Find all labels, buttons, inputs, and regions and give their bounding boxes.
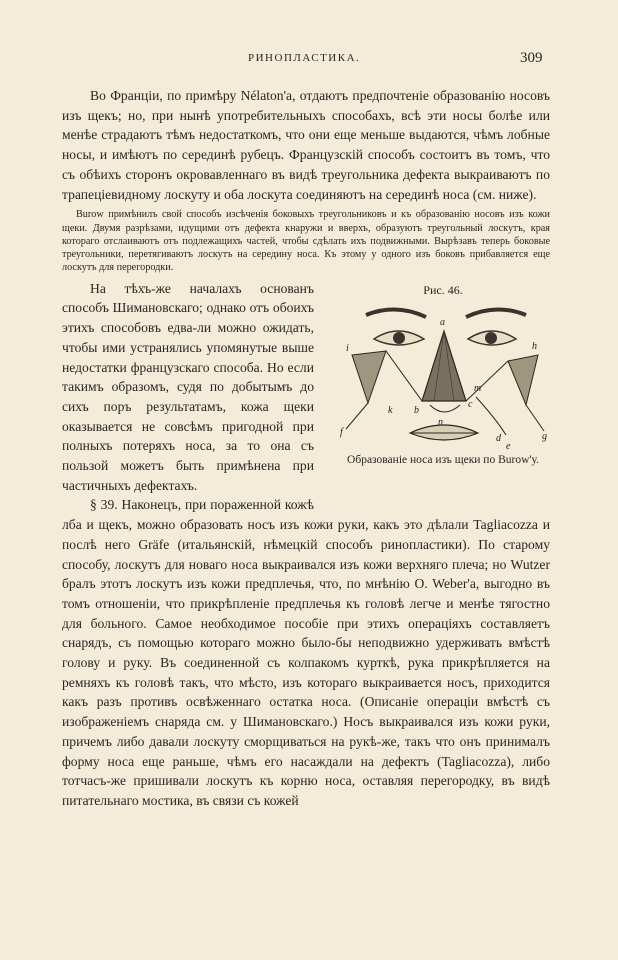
svg-text:c: c	[468, 398, 473, 410]
svg-text:k: k	[388, 404, 393, 416]
paragraph-france: Во Франціи, по примѣру Nélaton'а, отдаютъ предпочтеніе образованію носовъ изъ щекъ; но, при нынѣ употребительныхъ способахъ, всѣ эти носы болѣе или менѣе страдаютъ тѣмъ недостаткомъ, что они еще меньше выдаются, чѣмъ лобные носы, и имѣютъ по серединѣ рубецъ. Французскій способъ состоитъ въ томъ, что съ обѣихъ сторонъ окровавленнаго въ видѣ треугольника дефекта выкраиваютъ по трапеціевидному лоскуту и оба лоскута соединяютъ на серединѣ носа (см. ниже).	[62, 88, 550, 202]
paragraph-shimanovsky: На тѣхъ-же началахъ основанъ способъ Шимановскаго; однако отъ обоихъ этихъ способовъ едва-ли можно ожидать, чтобы ими устранялись упомянутые выше недостатки французскаго способа. Но если такимъ образомъ, судя по добытымъ до сихъ поръ результатамъ, кожа щеки оказывается не совсѣмъ пригодной при полныхъ потеряхъ носа, за то она съ пользой можетъ быть примѣнена при частичныхъ дефектахъ.	[62, 280, 314, 493]
svg-text:e: e	[506, 440, 511, 451]
paragraph-section-39: § 39. Наконецъ, при пораженной кожѣ лба и щекъ, можно образовать носъ изъ кожи руки, какъ это дѣлали Tagliacozza и послѣ него Gräfe (итальянскій, нѣмецкій способъ ринопластики). По старому способу, лоскутъ для новаго носа выкраивался изъ кожи верхняго плеча; но Wutzer бралъ этотъ лоскутъ изъ кожи предплечья, что, по мнѣнію O. Weber'а, выгодно въ томъ отношеніи, что прикрѣпленіе предплечья къ головѣ легче и менѣе тягостно для больного. Самое необходимое пособіе при этихъ операціяхъ составляетъ снарядъ, съ помощью котораго можно было-бы неподвижно удерживать вмѣстѣ голову и руку. Въ соединенной съ колпакомъ курткѣ, рука прикрѣпляется на ремняхъ къ головѣ такъ, что мѣсто, изъ котораго выкраивается носъ, приходится какъ разъ противъ освѣженнаго остатка носа. (Описаніе операціи вмѣстѣ съ изображеніемъ снаряда см. у Шимановскаго.) Носъ выкраивался изъ кожи руки, причемъ либо давали лоскуту сморщиваться на рукѣ-же, такъ что онъ принималъ форму носа еще раньше, чѣмъ его насаждали на дефектъ (Tagliacozza), либо тотчасъ-же пришивали лоскутъ къ корню носа, оставляя перегородку, въ видѣ питательнаго мостика, въ связи съ кожей	[62, 497, 550, 808]
svg-text:f: f	[340, 426, 343, 438]
svg-text:h: h	[532, 340, 537, 352]
svg-text:d: d	[496, 432, 501, 444]
note-burow: Burow примѣнилъ свой способъ изсѣченія боковыхъ треугольниковъ и къ образованію носовъ изъ кожи щеки. Двумя разрѣзами, идущими отъ дефекта кнаружи и вверхъ, образуютъ треугольный лоскутъ, края котораго отслаиваютъ отъ подлежащихъ частей, чтобы сдѣлать ихъ подвижными. Вырѣзавъ теперь боковые треугольники, перетягиваютъ лоскутъ на середину носа. Къ этому у одного изъ боковъ прибавляется еще лоскутъ для перегородки.	[62, 209, 550, 274]
svg-text:b: b	[414, 404, 419, 416]
face-illustration	[326, 301, 560, 451]
svg-text:m: m	[474, 382, 482, 394]
page-body	[62, 86, 550, 811]
figure-label: Рис. 46.	[423, 282, 463, 297]
svg-text:g: g	[542, 430, 547, 442]
svg-text:i: i	[346, 342, 349, 354]
running-header	[0, 52, 618, 72]
figure-caption: Образованіе носа изъ щеки по Burow'у.	[347, 453, 539, 466]
running-title: РИНОПЛАСТИКА.	[248, 52, 361, 64]
figure-46	[326, 281, 560, 493]
page-number: 309	[520, 50, 543, 66]
svg-text:n: n	[438, 416, 443, 428]
svg-text:a: a	[440, 316, 445, 328]
